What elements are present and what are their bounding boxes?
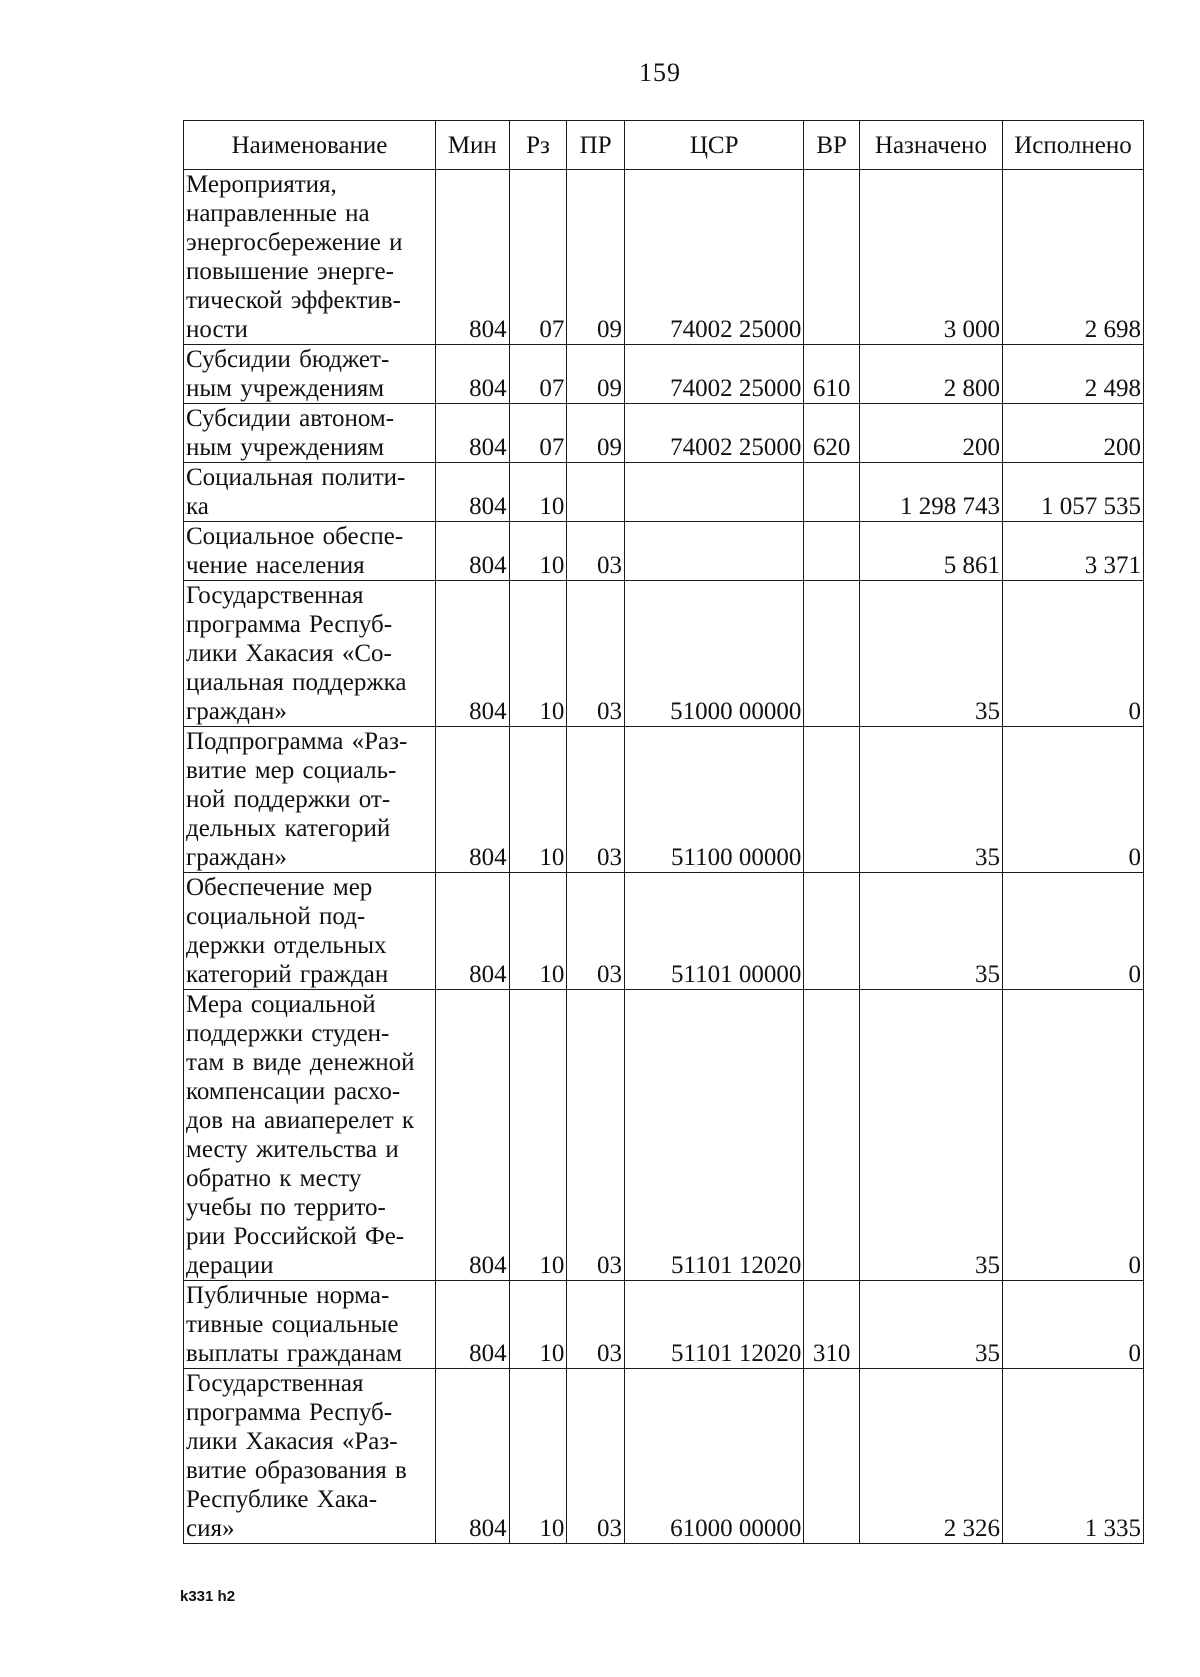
cell-pr: 09: [567, 170, 625, 345]
name-line: обратно к месту: [186, 1165, 362, 1192]
table-row: [184, 873, 1144, 990]
cell-name: [184, 522, 436, 581]
cell-executed: 0: [1002, 990, 1143, 1281]
cell-min: 804: [436, 404, 510, 463]
cell-csr: 74002 25000: [624, 170, 803, 345]
cell-assigned: 2 326: [859, 1369, 1002, 1544]
cell-rz: 10: [509, 873, 567, 990]
name-line: чение населения: [186, 552, 365, 579]
header-vr: ВР: [804, 121, 860, 170]
cell-csr: 74002 25000: [624, 404, 803, 463]
cell-assigned: 5 861: [859, 522, 1002, 581]
cell-executed: 2 498: [1002, 345, 1143, 404]
cell-vr: [804, 581, 860, 727]
cell-vr: 610: [804, 345, 860, 404]
name-line: тивные социальные: [186, 1311, 399, 1338]
cell-rz: 10: [509, 1369, 567, 1544]
cell-vr: [804, 990, 860, 1281]
cell-pr: 03: [567, 873, 625, 990]
name-line: Социальная полити-: [186, 464, 406, 491]
cell-name: [184, 990, 436, 1281]
cell-rz: 10: [509, 727, 567, 873]
name-line: рии Российской Фе-: [186, 1223, 405, 1250]
cell-pr: 03: [567, 990, 625, 1281]
cell-pr: 03: [567, 1281, 625, 1369]
cell-min: 804: [436, 727, 510, 873]
name-line: лики Хакасия «Со-: [186, 640, 392, 667]
cell-executed: 1 335: [1002, 1369, 1143, 1544]
cell-min: 804: [436, 170, 510, 345]
cell-min: 804: [436, 873, 510, 990]
cell-csr: 51101 12020: [624, 1281, 803, 1369]
name-line: направленные на: [186, 200, 370, 227]
name-line: ка: [186, 493, 209, 520]
cell-assigned: 2 800: [859, 345, 1002, 404]
cell-vr: [804, 522, 860, 581]
cell-executed: 200: [1002, 404, 1143, 463]
cell-executed: 0: [1002, 1281, 1143, 1369]
cell-min: 804: [436, 1281, 510, 1369]
name-line: ности: [186, 316, 248, 343]
cell-min: 804: [436, 581, 510, 727]
cell-assigned: 200: [859, 404, 1002, 463]
cell-assigned: 35: [859, 873, 1002, 990]
header-name: Наименование: [184, 121, 436, 170]
cell-assigned: 35: [859, 990, 1002, 1281]
cell-name: [184, 404, 436, 463]
table-row: [184, 522, 1144, 581]
header-row: [184, 121, 1144, 170]
cell-csr: 51000 00000: [624, 581, 803, 727]
table-row: [184, 990, 1144, 1281]
header-rz: Рз: [509, 121, 567, 170]
name-line: дерации: [186, 1252, 274, 1279]
cell-vr: [804, 727, 860, 873]
cell-assigned: 35: [859, 581, 1002, 727]
name-line: там в виде денежной: [186, 1049, 415, 1076]
table-row: [184, 463, 1144, 522]
cell-vr: [804, 463, 860, 522]
cell-name: [184, 1281, 436, 1369]
cell-name: [184, 463, 436, 522]
cell-pr: 09: [567, 345, 625, 404]
name-line: витие образования в: [186, 1457, 407, 1484]
name-line: поддержки студен-: [186, 1020, 390, 1047]
cell-rz: 07: [509, 404, 567, 463]
cell-csr: 51101 00000: [624, 873, 803, 990]
table-row: [184, 581, 1144, 727]
cell-csr: 61000 00000: [624, 1369, 803, 1544]
cell-min: 804: [436, 1369, 510, 1544]
cell-pr: 03: [567, 727, 625, 873]
name-line: программа Респуб-: [186, 611, 393, 638]
cell-min: 804: [436, 522, 510, 581]
table-row: [184, 1281, 1144, 1369]
cell-vr: 620: [804, 404, 860, 463]
name-line: циальная поддержка: [186, 669, 407, 696]
cell-min: 804: [436, 345, 510, 404]
name-line: Государственная: [186, 582, 364, 609]
name-line: граждан»: [186, 844, 287, 871]
cell-executed: 3 371: [1002, 522, 1143, 581]
cell-rz: 10: [509, 581, 567, 727]
header-min: Мин: [436, 121, 510, 170]
cell-pr: 03: [567, 1369, 625, 1544]
name-line: сия»: [186, 1515, 235, 1542]
cell-rz: 10: [509, 1281, 567, 1369]
name-line: выплаты гражданам: [186, 1340, 403, 1367]
cell-executed: 0: [1002, 581, 1143, 727]
cell-name: [184, 170, 436, 345]
cell-csr: 74002 25000: [624, 345, 803, 404]
cell-name: [184, 581, 436, 727]
name-line: ным учреждениям: [186, 434, 385, 461]
cell-assigned: 3 000: [859, 170, 1002, 345]
name-line: Субсидии автоном-: [186, 405, 395, 432]
name-line: граждан»: [186, 698, 287, 725]
name-line: ным учреждениям: [186, 375, 385, 402]
table-row: [184, 1369, 1144, 1544]
name-line: социальной под-: [186, 903, 366, 930]
header-pr: ПР: [567, 121, 625, 170]
name-line: дельных категорий: [186, 815, 391, 842]
cell-vr: [804, 1369, 860, 1544]
name-line: Республике Хака-: [186, 1486, 378, 1513]
cell-assigned: 1 298 743: [859, 463, 1002, 522]
name-line: витие мер социаль-: [186, 757, 397, 784]
cell-pr: 09: [567, 404, 625, 463]
footer-code: k331 h2: [180, 1588, 236, 1605]
cell-executed: 2 698: [1002, 170, 1143, 345]
name-line: Субсидии бюджет-: [186, 346, 390, 373]
cell-csr: 51100 00000: [624, 727, 803, 873]
name-line: Обеспечение мер: [186, 874, 373, 901]
cell-name: [184, 345, 436, 404]
cell-vr: [804, 170, 860, 345]
cell-name: [184, 873, 436, 990]
name-line: держки отдельных: [186, 932, 387, 959]
cell-min: 804: [436, 463, 510, 522]
cell-assigned: 35: [859, 1281, 1002, 1369]
name-line: категорий граждан: [186, 961, 389, 988]
cell-csr: 51101 12020: [624, 990, 803, 1281]
cell-name: [184, 1369, 436, 1544]
name-line: Социальное обеспе-: [186, 523, 404, 550]
name-line: ной поддержки от-: [186, 786, 391, 813]
header-assigned: Назначено: [859, 121, 1002, 170]
table-row: [184, 727, 1144, 873]
cell-pr: 03: [567, 522, 625, 581]
cell-min: 804: [436, 990, 510, 1281]
header-executed: Исполнено: [1002, 121, 1143, 170]
name-line: Государственная: [186, 1370, 364, 1397]
name-line: Публичные норма-: [186, 1282, 390, 1309]
cell-csr: [624, 522, 803, 581]
name-line: учебы по террито-: [186, 1194, 386, 1221]
table-body: [184, 170, 1144, 1544]
name-line: Мера социальной: [186, 991, 376, 1018]
name-line: лики Хакасия «Раз-: [186, 1428, 398, 1455]
name-line: тической эффектив-: [186, 287, 401, 314]
cell-rz: 10: [509, 522, 567, 581]
cell-rz: 07: [509, 345, 567, 404]
cell-rz: 10: [509, 463, 567, 522]
cell-assigned: 35: [859, 727, 1002, 873]
table-row: [184, 170, 1144, 345]
page-number: 159: [639, 58, 681, 87]
name-line: месту жительства и: [186, 1136, 399, 1163]
name-line: Подпрограмма «Раз-: [186, 728, 408, 755]
cell-executed: 0: [1002, 727, 1143, 873]
cell-pr: 03: [567, 581, 625, 727]
cell-vr: 310: [804, 1281, 860, 1369]
name-line: компенсации расхо-: [186, 1078, 401, 1105]
cell-name: [184, 727, 436, 873]
name-line: повышение энерге-: [186, 258, 394, 285]
table-row: [184, 345, 1144, 404]
cell-rz: 07: [509, 170, 567, 345]
name-line: энергосбережение и: [186, 229, 403, 256]
budget-table: [183, 120, 1144, 1544]
cell-executed: 0: [1002, 873, 1143, 990]
name-line: Мероприятия,: [186, 171, 337, 198]
table-header: [184, 121, 1144, 170]
cell-vr: [804, 873, 860, 990]
cell-pr: [567, 463, 625, 522]
cell-rz: 10: [509, 990, 567, 1281]
name-line: дов на авиаперелет к: [186, 1107, 415, 1134]
cell-executed: 1 057 535: [1002, 463, 1143, 522]
cell-csr: [624, 463, 803, 522]
name-line: программа Респуб-: [186, 1399, 393, 1426]
header-csr: ЦСР: [624, 121, 803, 170]
table-row: [184, 404, 1144, 463]
